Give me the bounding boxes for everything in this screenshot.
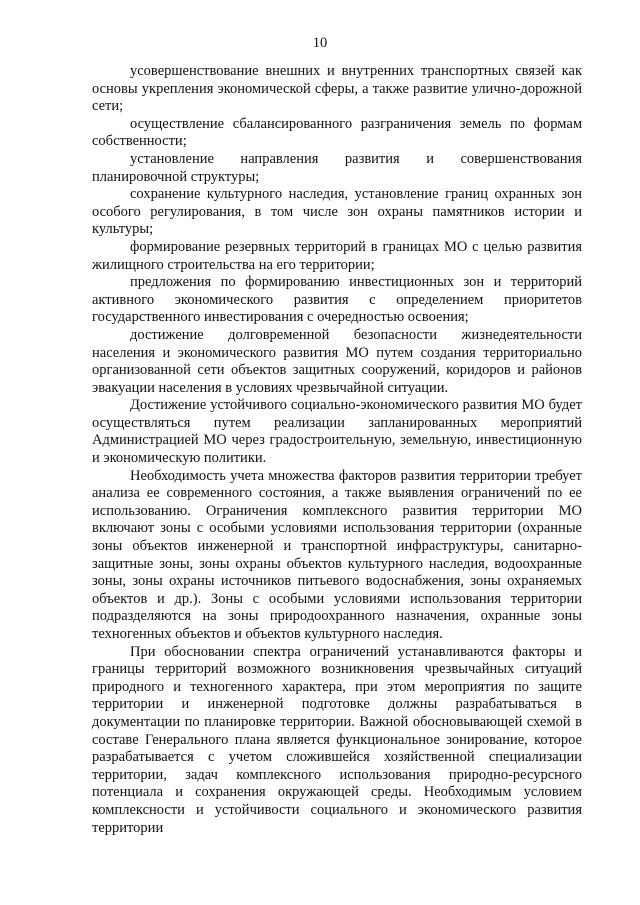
paragraph-development-factors: Необходимость учета множества факторов развития территории требует анализа ее современного состояния, а также выявления ограничений по ее использованию. Ограничения комплексного развития территории МО включают зоны с особыми условиями использования территории (охранные зоны объектов инженерной и транспортной инфраструктуры, санитарно-защитные зоны, зоны охраны объектов культурного наследия, водоохранные зоны, зоны охраны источников питьевого водоснабжения, зоны охраняемых объектов и др.). Зоны с особыми условиями использования территории подразделяются на зоны природоохранного назначения, охранные зоны техногенных объектов и объектов культурного наследия.: [92, 467, 582, 642]
paragraph-sustainable-development: Достижение устойчивого социально-экономического развития МО будет осуществляться путем реализации запланированных мероприятий Администрацией МО через градостроительную, земельную, инвестиционную и экономическую политики.: [92, 397, 582, 467]
page-number: 10: [312, 35, 328, 51]
paragraph-land-ownership: осуществление сбалансированного разграничения земель по формам собственности;: [92, 115, 582, 150]
paragraph-safety: достижение долговременной безопасности жизнедеятельности населения и экономического развития МО путем создания территориально организованной сети объектов защитных сооружений, коридоров и районов эвакуации населения в условиях чрезвычайной ситуации.: [92, 326, 582, 396]
paragraph-transport: усовершенствование внешних и внутренних транспортных связей как основы укрепления экономической сферы, а также развитие улично-дорожной сети;: [92, 63, 582, 115]
paragraph-cultural-heritage: сохранение культурного наследия, установление границ охранных зон особого регулирования, в том числе зон охраны памятников истории и культуры;: [92, 186, 582, 238]
paragraph-investment-zones: предложения по формированию инвестиционных зон и территорий активного экономического развития с определением приоритетов государственного инвестирования с очередностью освоения;: [92, 274, 582, 326]
document-body: [92, 63, 582, 837]
paragraph-planning-structure: установление направления развития и совершенствования планировочной структуры;: [92, 150, 582, 185]
paragraph-restrictions: При обосновании спектра ограничений устанавливаются факторы и границы территорий возможного возникновения чрезвычайных ситуаций природного и техногенного характера, при этом мероприятия по защите территории и инженерной подготовке должны разрабатываться в документации по планировке территории. Важной обосновывающей схемой в составе Генерального плана является функциональное зонирование, которое разрабатывается с учетом сложившейся хозяйственной специализации территории, задач комплексного использования природно-ресурсного потенциала и сохранения окружающей среды. Необходимым условием комплексности и устойчивости социального и экономического развития территории: [92, 643, 582, 836]
paragraph-reserve-territories: формирование резервных территорий в границах МО с целью развития жилищного строительства на его территории;: [92, 238, 582, 273]
